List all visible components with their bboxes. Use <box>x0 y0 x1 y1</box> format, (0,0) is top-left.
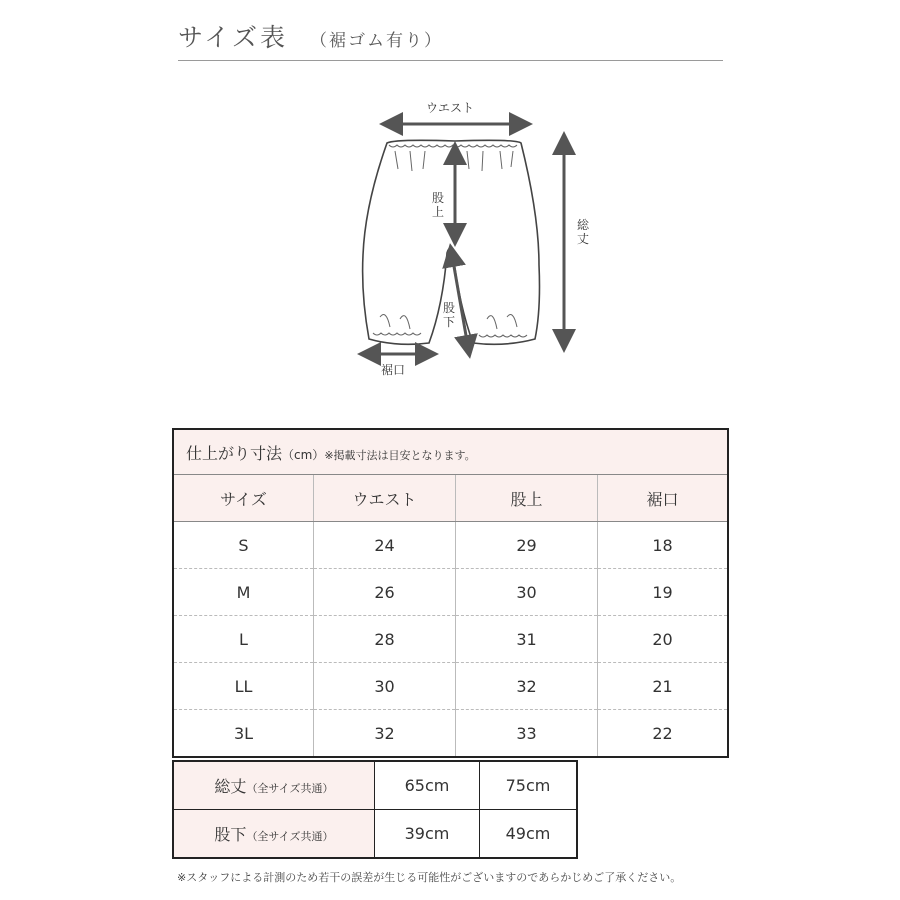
cell-hem: 21 <box>598 663 729 710</box>
cell-size: 3L <box>233 723 254 743</box>
row-label-inseam: 股下（全サイズ共通） <box>173 810 375 859</box>
hem-gathers-right <box>479 335 527 337</box>
cell-rise: 33 <box>456 710 598 758</box>
table-row <box>173 761 577 810</box>
cell-waist: 30 <box>314 663 456 710</box>
cell-hem: 18 <box>598 522 729 569</box>
table-row <box>173 663 728 710</box>
pants-diagram <box>355 95 605 395</box>
cell-hem: 22 <box>598 710 729 758</box>
cell-waist: 32 <box>314 710 456 758</box>
title-row <box>178 18 723 61</box>
cell-hem: 19 <box>598 569 729 616</box>
cell-inseam-2: 49cm <box>480 810 578 859</box>
cell-size: LL <box>173 663 314 710</box>
size-table-caption-row <box>173 429 728 475</box>
size-table-caption: 仕上がり寸法（cm）※掲載寸法は目安となります。 <box>173 429 728 475</box>
table-row <box>173 569 728 616</box>
header-rise: 股上 <box>456 475 598 522</box>
table-row <box>173 710 728 758</box>
cell-rise: 31 <box>456 616 598 663</box>
cell-size: L <box>173 616 314 663</box>
label-waist: ウエスト <box>426 101 475 115</box>
cell-rise: 29 <box>456 522 598 569</box>
cell-waist: 24 <box>314 522 456 569</box>
label-rise: 股 上 <box>431 191 444 219</box>
pants-illustration <box>355 95 605 395</box>
page-title: サイズ表 <box>178 23 289 52</box>
cell-waist: 26 <box>314 569 456 616</box>
label-hem: 裾口 <box>381 363 406 377</box>
cell-total-length-1: 65cm <box>375 761 480 810</box>
cell-hem: 20 <box>598 616 729 663</box>
label-inseam: 股 下 <box>442 301 455 329</box>
footnote: ※スタッフによる計測のため若干の誤差が生じる可能性がございますのであらかじめご了承ください。 <box>177 871 682 884</box>
cell-size: S <box>173 522 314 569</box>
waistband-gathers <box>389 145 517 147</box>
size-table <box>172 428 729 758</box>
table-row <box>173 810 577 859</box>
hem-gathers-left <box>373 333 421 335</box>
header-hem: 裾口 <box>598 475 729 522</box>
header-waist: ウエスト <box>314 475 456 522</box>
cell-size: M <box>173 569 314 616</box>
cell-rise: 30 <box>456 569 598 616</box>
cell-total-length-2: 75cm <box>480 761 578 810</box>
table-row <box>173 522 728 569</box>
common-size-table <box>172 760 578 859</box>
cell-waist: 28 <box>314 616 456 663</box>
cell-inseam-1: 39cm <box>375 810 480 859</box>
table-row <box>173 616 728 663</box>
cell-rise: 32 <box>456 663 598 710</box>
row-label-total-length: 総丈（全サイズ共通） <box>173 761 375 810</box>
size-table-header <box>173 475 728 522</box>
header-size: サイズ <box>173 475 314 522</box>
label-length: 総 丈 <box>576 218 589 246</box>
page-subtitle: （裾ゴム有り） <box>310 31 443 51</box>
